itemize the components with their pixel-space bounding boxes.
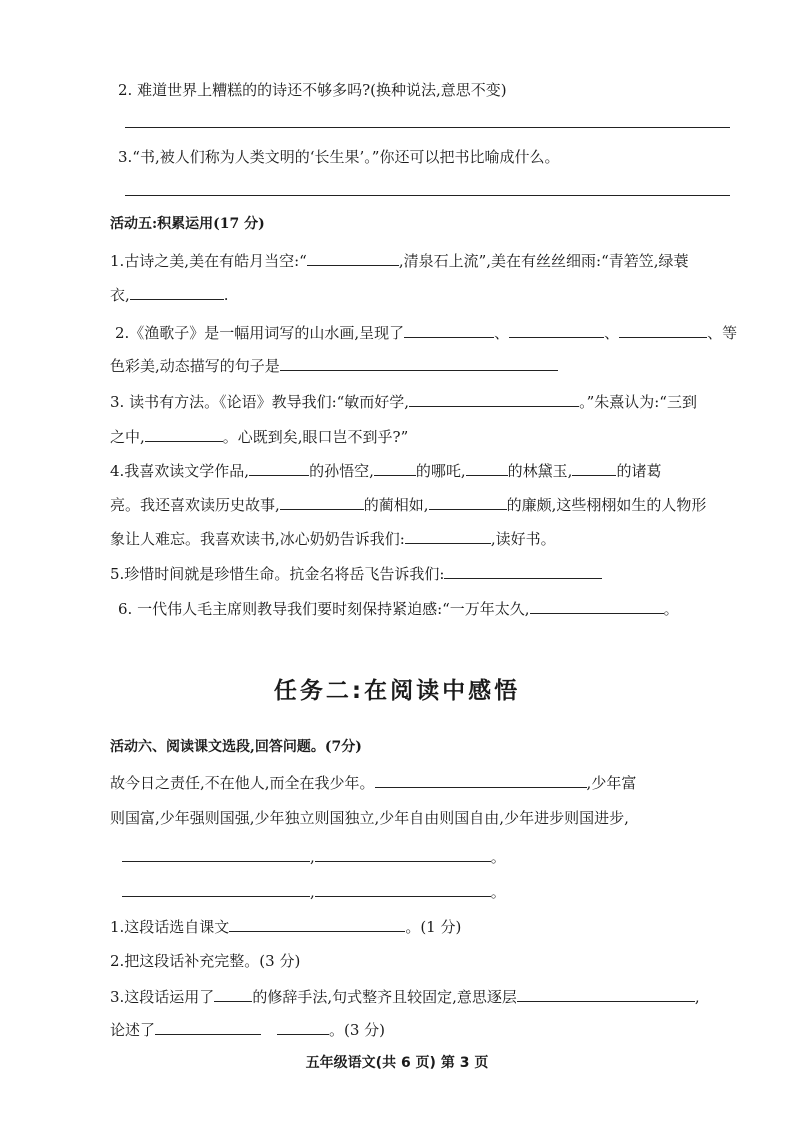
- blank-poem-2[interactable]: [130, 284, 224, 300]
- sub-question-3-line-2: 论述了 。(3 分): [110, 1021, 386, 1039]
- a5-item-2-line-1: 2.《渔歌子》是一幅用词写的山水画,呈现了 、 、 、等: [115, 324, 738, 342]
- a5-item-4-line-1: 4.我喜欢读文学作品, 的孙悟空, 的哪吒, 的林黛玉, 的诸葛: [110, 462, 662, 480]
- blank-passage-4[interactable]: [122, 881, 310, 897]
- sub-question-1: 1.这段话选自课文 。(1 分): [110, 918, 462, 936]
- sub-question-3-line-1: 3.这段话运用了 的修辞手法,句式整齐且较固定,意思逐层 ,: [110, 988, 700, 1006]
- blank-color-1[interactable]: [404, 322, 494, 338]
- blank-lesson-title[interactable]: [229, 916, 405, 932]
- blank-poem-1[interactable]: [307, 250, 399, 266]
- activity-6-heading: 活动六、阅读课文选段,回答问题。(7分): [110, 739, 362, 755]
- blank-passage-2[interactable]: [122, 846, 310, 862]
- passage-line-1: 故今日之责任,不在他人,而全在我少年。 ,少年富: [110, 774, 637, 792]
- answer-line-q2[interactable]: [125, 127, 730, 128]
- blank-passage-5[interactable]: [315, 881, 491, 897]
- answer-line-q3[interactable]: [125, 195, 730, 196]
- blank-wukong[interactable]: [249, 460, 309, 476]
- blank-bingxin[interactable]: [405, 528, 491, 544]
- blank-progression[interactable]: [517, 986, 695, 1002]
- blank-linxiangru[interactable]: [280, 494, 364, 510]
- a5-item-1-line-1: 1.古诗之美,美在有皓月当空:“ ,清泉石上流”,美在有丝丝细雨:“青箬笠,绿蓑: [110, 252, 689, 270]
- passage-line-3: , 。: [122, 846, 506, 867]
- blank-dynamic-sentence[interactable]: [280, 355, 558, 371]
- a5-item-1-line-2: 衣, .: [110, 286, 229, 304]
- passage-line-4: , 。: [122, 881, 506, 902]
- a5-item-4-line-2: 亮。我还喜欢读历史故事, 的蔺相如, 的廉颇,这些栩栩如生的人物形: [110, 496, 707, 514]
- task-2-title: 任务二:在阅读中感悟: [273, 678, 521, 704]
- passage-line-2: 则国富,少年强则国强,少年独立则国独立,少年自由则国自由,少年进步则国进步,: [110, 809, 629, 827]
- blank-lianpo[interactable]: [429, 494, 507, 510]
- question-2: 2. 难道世界上糟糕的的诗还不够多吗?(换种说法,意思不变): [118, 81, 507, 99]
- a5-item-6: 6. 一代伟人毛主席则教导我们要时刻保持紧迫感:“一万年太久, 。: [118, 600, 679, 618]
- blank-lunyu[interactable]: [409, 391, 579, 407]
- blank-passage-3[interactable]: [315, 846, 491, 862]
- a5-item-2-line-2: 色彩美,动态描写的句子是: [110, 355, 558, 376]
- a5-item-3-line-2: 之中, 。心既到矣,眼口岂不到乎?”: [110, 428, 409, 446]
- blank-yuefei[interactable]: [444, 563, 602, 579]
- blank-argument-2[interactable]: [277, 1019, 329, 1035]
- blank-passage-1[interactable]: [375, 772, 587, 788]
- blank-daiyu[interactable]: [466, 460, 508, 476]
- a5-item-3-line-1: 3. 读书有方法。《论语》教导我们:“敏而好学, 。”朱熹认为:“三到: [110, 393, 697, 411]
- sub-question-2: 2.把这段话补充完整。(3 分): [110, 952, 301, 970]
- blank-zhuxi[interactable]: [145, 426, 223, 442]
- blank-rhetoric[interactable]: [214, 986, 252, 1002]
- page-footer: 五年级语文(共 6 页) 第 3 页: [305, 1055, 489, 1071]
- blank-color-3[interactable]: [619, 322, 707, 338]
- blank-zhugeliang[interactable]: [572, 460, 616, 476]
- blank-argument-1[interactable]: [155, 1019, 261, 1035]
- a5-item-4-line-3: 象让人难忘。我喜欢读书,冰心奶奶告诉我们: ,读好书。: [110, 530, 556, 548]
- blank-nezha[interactable]: [374, 460, 416, 476]
- activity-5-heading: 活动五:积累运用(17 分): [110, 216, 265, 232]
- question-3: 3.“书,被人们称为人类文明的‘长生果’。”你还可以把书比喻成什么。: [118, 148, 560, 166]
- blank-mao[interactable]: [530, 598, 664, 614]
- blank-color-2[interactable]: [509, 322, 604, 338]
- a5-item-5: 5.珍惜时间就是珍惜生命。抗金名将岳飞告诉我们:: [110, 563, 602, 584]
